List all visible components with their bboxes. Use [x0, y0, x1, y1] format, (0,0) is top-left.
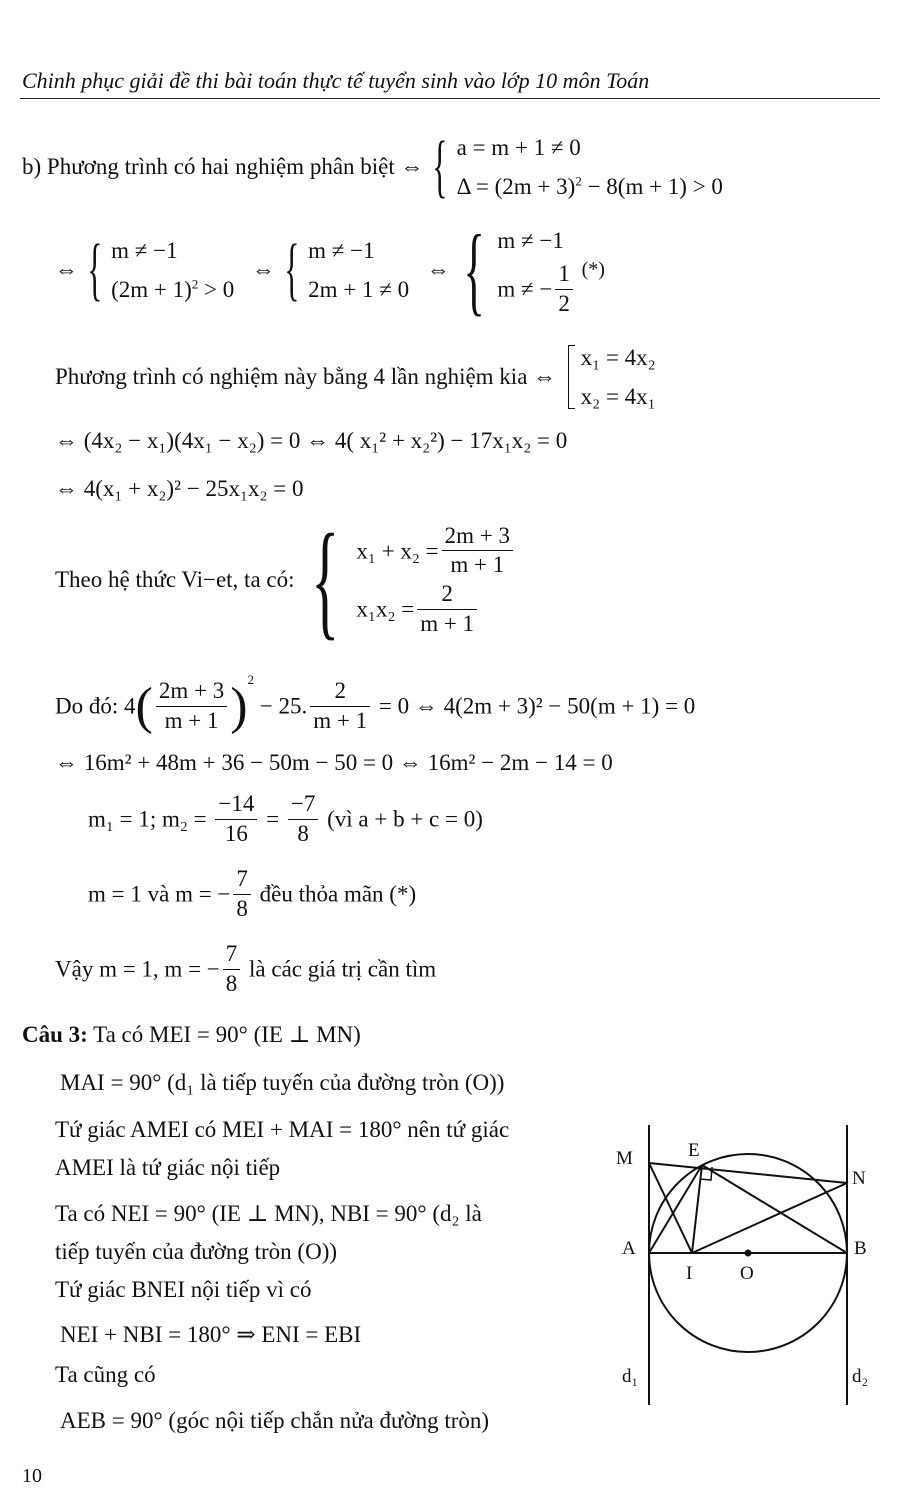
root-relation-line: Phương trình có nghiệm này bằng 4 lần nghiệm kia ⇔ x₁ = 4x₂ x₂ = 4x₁	[55, 338, 656, 416]
system-1: m ≠ −1 $(2m + 1)^2 > 0$	[111, 237, 235, 302]
cau3-line1: Câu 3: Ta có MEI = 90° (IE ⊥ MN)	[22, 1022, 361, 1047]
system-2: m ≠ −1 2m + 1 ≠ 0	[308, 237, 410, 302]
condition-system	[457, 128, 723, 206]
label-m: M	[616, 1148, 633, 1169]
cau3-line8: NEI + NBI = 180° ⇒ ENI = EBI	[60, 1322, 362, 1347]
cau3-line9: Ta cũng có	[55, 1362, 156, 1387]
page-number: 10	[22, 1465, 42, 1487]
header-rule	[20, 98, 880, 99]
equation-3: ⇔ 16m² + 48m + 36 − 50m − 50 = 0 ⇔ 16m² − 2m − 14 = 0	[55, 750, 613, 775]
cau3-line7: Tứ giác BNEI nội tiếp vì có	[55, 1277, 312, 1302]
segment-eb	[702, 1165, 847, 1253]
check-line: m = 1 và m = − $\frac{7}{8}$ đều thỏa mãn (*)	[88, 866, 417, 921]
page-header: Chinh phục giải đề thi bài toán thực tế tuyển sinh vào lớp 10 môn Toán	[22, 68, 650, 93]
equation-1: ⇔ (4x₂ − x₁)(4x₁ − x₂) = 0 ⇔ 4( x₁² + x₂²) − 17x₁x₂ = 0	[55, 428, 568, 453]
part-b-systems: ⇔ { m ≠ −1 $(2m + 1)^2 > 0$ ⇔ { m ≠ −1 2m + 1 ≠ 0 ⇔ { m ≠ −1 m ≠ − $\frac{1}{2}$ (*)	[55, 214, 605, 325]
segment-in	[692, 1183, 847, 1253]
vieta-line: Theo hệ thức Vi−et, ta có: { x₁ + x₂ = $\frac{2m + 3}{m + 1}$ x₁x₂ = $\frac{2}{m + 1}$	[55, 515, 516, 645]
part-b-line1	[22, 128, 723, 206]
condition-delta: $\Delta = (2m + 3)^2 - 8(m + 1) > 0$	[456, 173, 723, 200]
roots-line: m₁ = 1; m₂ = $\frac{-14}{16}$ = $\frac{-7}{8}$ (vì a + b + c = 0)	[88, 791, 483, 846]
label-n: N	[852, 1168, 866, 1189]
conclusion-line: Vậy m = 1, m = − $\frac{7}{8}$ là các giá trị cần tìm	[55, 941, 437, 996]
part-b-intro: b) Phương trình có hai nghiệm phân biệt ⇔	[22, 154, 424, 180]
system-3: m ≠ −1 m ≠ − $\frac{1}{2}$	[497, 221, 575, 319]
condition-a: a = m + 1 ≠ 0	[456, 135, 581, 160]
cau3-line6: tiếp tuyến của đường tròn (O))	[55, 1239, 338, 1264]
brace: {	[432, 128, 448, 206]
center-dot-o	[745, 1250, 752, 1257]
cau3-line3: Tứ giác AMEI có MEI + MAI = 180° nên tứ giác	[55, 1117, 510, 1142]
label-d2: d₂	[852, 1366, 869, 1387]
cau3-label: Câu 3:	[22, 1022, 88, 1047]
label-o: O	[740, 1263, 754, 1284]
cau3-line10: AEB = 90° (góc nội tiếp chắn nửa đường tròn)	[60, 1408, 490, 1433]
label-i: I	[686, 1263, 693, 1284]
vieta-system: x₁ + x₂ = $\frac{2m + 3}{m + 1}$ x₁x₂ = $\frac{2}{m + 1}$	[356, 522, 516, 639]
label-a: A	[622, 1238, 636, 1259]
label-b: B	[854, 1238, 867, 1259]
cau3-line5: Ta có NEI = 90° (IE ⊥ MN), NBI = 90° (d₂ là	[55, 1201, 482, 1226]
label-e: E	[688, 1140, 700, 1161]
equation-2: ⇔ 4(x₁ + x₂)² − 25x₁x₂ = 0	[55, 476, 304, 501]
cau3-line4: AMEI là tứ giác nội tiếp	[55, 1155, 281, 1180]
segment-mn	[649, 1163, 847, 1183]
root-options: x₁ = 4x₂ x₂ = 4x₁	[580, 345, 656, 410]
do-do-line: Do đó: 4( $\frac{2m + 3}{m + 1}$ )$^2$ − 25. $\frac{2}{m + 1}$ = 0 ⇔ 4(2m + 3)² − 50(m + 1) = 0	[55, 672, 696, 736]
cau3-line2: MAI = 90° (d₁ là tiếp tuyến của đường tròn (O))	[60, 1070, 505, 1095]
geometry-figure	[610, 1120, 890, 1420]
label-d1: d₁	[622, 1366, 639, 1387]
